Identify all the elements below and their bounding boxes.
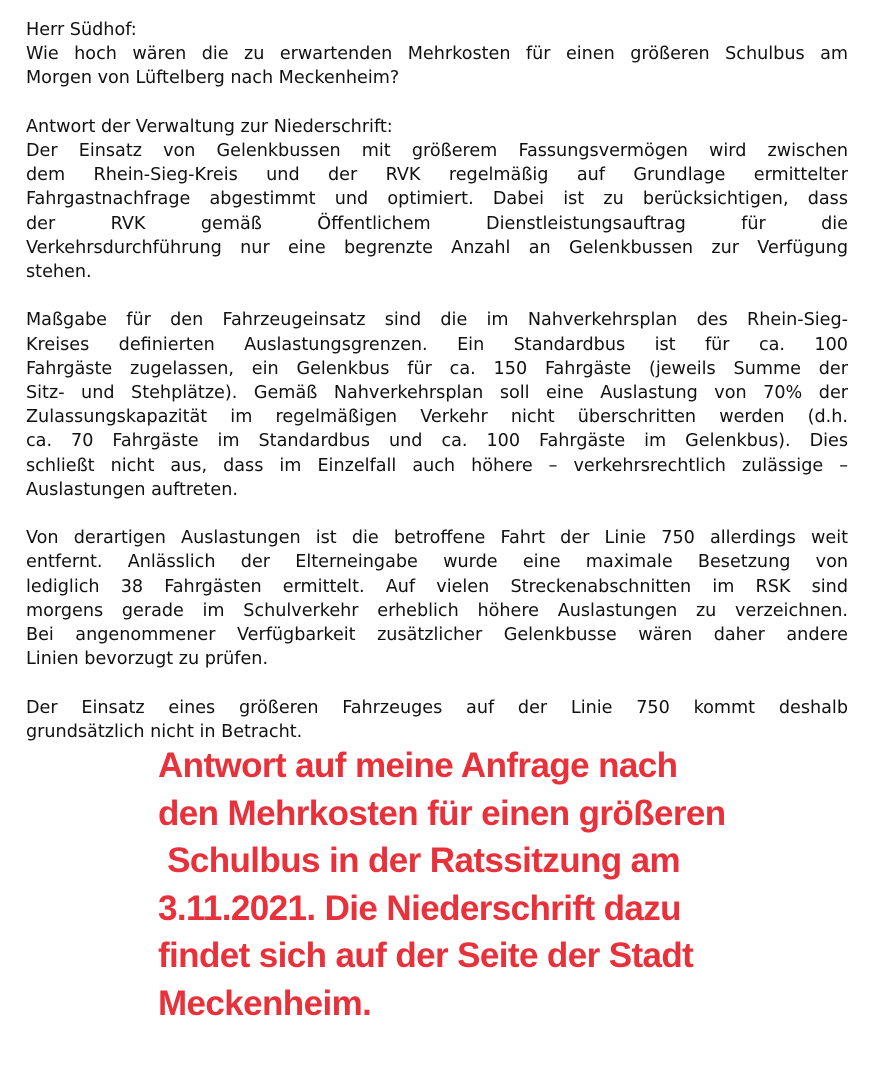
annotation-line: 3.11.2021. Die Niederschrift dazu [158, 888, 681, 928]
text-line: der RVK gemäß Öffentlichem Dienstleistungsauftrag für die [26, 213, 848, 234]
text-line: grundsätzlich nicht in Betracht. [26, 721, 303, 742]
paragraph-gap [26, 671, 848, 695]
paragraph-gap [26, 284, 848, 308]
paragraph-line-750 [26, 526, 848, 671]
text-line: morgens gerade im Schulverkehr erheblich höhere Auslastungen zu verzeichnen. [26, 600, 848, 621]
text-line: Linien bevorzugt zu prüfen. [26, 649, 269, 670]
annotation-line: findet sich auf der Seite der Stadt [158, 936, 694, 975]
paragraph-question [26, 18, 848, 91]
paragraph-conclusion [26, 696, 848, 744]
text-line: dem Rhein-Sieg-Kreis und der RVK regelmäßig auf Grundlage ermittelter [26, 165, 848, 186]
text-line: Zulassungskapazität im regelmäßigen Verkehr nicht überschritten werden (d.h. [26, 407, 848, 428]
text-line: Der Einsatz eines größeren Fahrzeuges auf der Linie 750 kommt deshalb [26, 697, 848, 718]
text-line: Der Einsatz von Gelenkbussen mit größerem Fassungsvermögen wird zwischen [26, 141, 848, 161]
annotation-line: Meckenheim. [158, 983, 372, 1023]
text-line: lediglich 38 Fahrgästen ermittelt. Auf vielen Streckenabschnitten im RSK sind [26, 576, 848, 597]
document-body [26, 18, 848, 744]
paragraph-answer-intro [26, 115, 848, 284]
red-annotation [158, 742, 778, 1027]
text-line: Kreises definierten Auslastungsgrenzen. Ein Standardbus ist für ca. 100 [26, 334, 848, 355]
text-line: Bei angenommener Verfügbarkeit zusätzlicher Gelenkbusse wären daher andere [26, 625, 848, 646]
text-line: Morgen von Lüftelberg nach Meckenheim? [26, 68, 400, 89]
text-line: entfernt. Anlässlich der Elterneingabe wurde eine maximale Besetzung von [26, 552, 848, 573]
text-line: schließt nicht aus, dass im Einzelfall auch höhere – verkehrsrechtlich zulässige – [26, 455, 848, 476]
paragraph-gap [26, 91, 848, 115]
text-line: Sitz- und Stehplätze). Gemäß Nahverkehrsplan soll eine Auslastung von 70% der [26, 383, 848, 404]
paragraph-gap [26, 502, 848, 526]
speaker-label: Herr Südhof: [26, 20, 137, 40]
paragraph-capacity [26, 308, 848, 502]
text-line: Fahrgäste zugelassen, ein Gelenkbus für ca. 150 Fahrgäste (jeweils Summe der [26, 358, 848, 379]
text-line: Von derartigen Auslastungen ist die betroffene Fahrt der Linie 750 allerdings weit [26, 528, 848, 549]
text-line: Wie hoch wären die zu erwartenden Mehrkosten für einen größeren Schulbus am [26, 44, 848, 65]
answer-heading: Antwort der Verwaltung zur Niederschrift: [26, 116, 393, 137]
text-line: Fahrgastnachfrage abgestimmt und optimiert. Dabei ist zu berücksichtigen, dass [26, 189, 848, 210]
text-line: stehen. [26, 262, 92, 283]
text-line: Maßgabe für den Fahrzeugeinsatz sind die im Nahverkehrsplan des Rhein-Sieg- [26, 310, 848, 331]
annotation-line: Antwort auf meine Anfrage nach [158, 746, 678, 785]
text-line: Auslastungen auftreten. [26, 479, 238, 500]
text-line: ca. 70 Fahrgäste im Standardbus und ca. 100 Fahrgäste im Gelenkbus). Dies [26, 431, 848, 452]
text-line: Verkehrsdurchführung nur eine begrenzte Anzahl an Gelenkbussen zur Verfügung [26, 237, 848, 258]
annotation-line: Schulbus in der Ratssitzung am [158, 841, 681, 880]
annotation-line: den Mehrkosten für einen größeren [158, 793, 726, 833]
